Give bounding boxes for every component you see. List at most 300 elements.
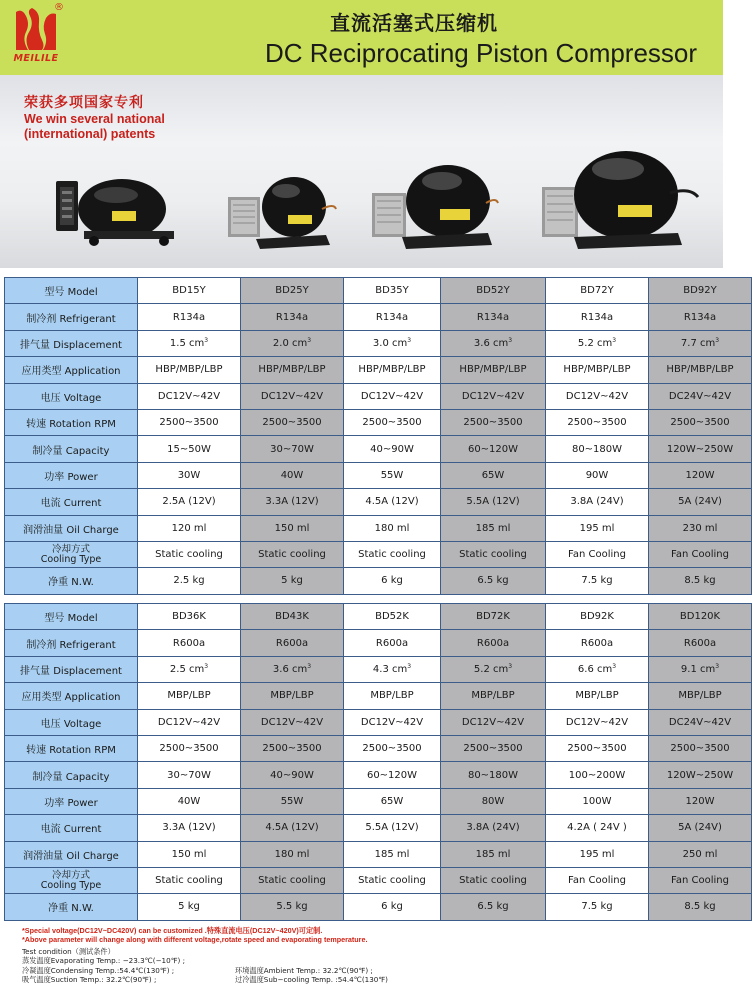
spec-value-text: Fan Cooling bbox=[671, 549, 729, 561]
spec-value bbox=[241, 357, 344, 383]
unit-superscript: 3 bbox=[508, 662, 513, 670]
model-name: BD43K bbox=[241, 604, 344, 630]
spec-value-text: 185 ml bbox=[475, 522, 511, 534]
spec-value-text: 5.2 cm bbox=[577, 337, 613, 349]
spec-value bbox=[344, 489, 441, 515]
spec-value bbox=[649, 709, 752, 735]
row-label: 润滑油量 Oil Charge bbox=[5, 515, 138, 541]
spec-value-text: 120 ml bbox=[171, 522, 207, 534]
spec-value-text: DC12V~42V bbox=[565, 716, 629, 728]
spec-value bbox=[649, 515, 752, 541]
spec-value bbox=[138, 409, 241, 435]
test-suction-value: 吸气温度Suction Temp.: 32.2℃(90℉) ; bbox=[22, 975, 157, 985]
spec-value-text: DC12V~42V bbox=[360, 716, 424, 728]
spec-value bbox=[241, 683, 344, 709]
row-label: 电流 Current bbox=[5, 489, 138, 515]
spec-value-text: 60~120W bbox=[366, 769, 418, 781]
model-name: BD72Y bbox=[546, 278, 649, 304]
row-label: 制冷量 Capacity bbox=[5, 436, 138, 462]
spec-value-text: DC12V~42V bbox=[461, 390, 525, 402]
spec-value-text: 40W bbox=[280, 469, 304, 481]
spec-value-text: R134a bbox=[476, 311, 510, 323]
spec-value bbox=[138, 894, 241, 920]
spec-value bbox=[441, 568, 546, 594]
spec-value-text: 120W~250W bbox=[666, 443, 734, 455]
spec-value bbox=[546, 867, 649, 893]
unit-superscript: 3 bbox=[612, 662, 617, 670]
row-label: 电压 Voltage bbox=[5, 383, 138, 409]
spec-value-text: 4.3 cm bbox=[372, 663, 408, 675]
spec-value bbox=[546, 788, 649, 814]
row-label: 功率 Power bbox=[5, 462, 138, 488]
spec-value bbox=[649, 683, 752, 709]
compressor-image-bd35y bbox=[370, 159, 500, 255]
page-title-cn: 直流活塞式压缩机 bbox=[330, 11, 498, 35]
spec-value bbox=[441, 304, 546, 330]
row-label: 转速 Rotation RPM bbox=[5, 735, 138, 761]
row-label: 应用类型 Application bbox=[5, 683, 138, 709]
spec-value bbox=[344, 841, 441, 867]
spec-value bbox=[344, 568, 441, 594]
spec-value bbox=[138, 489, 241, 515]
test-evaporating: 蒸发温度Evaporating Temp.: −23.3℃(−10℉) ; bbox=[22, 956, 186, 966]
spec-value bbox=[649, 815, 752, 841]
unit-superscript: 3 bbox=[407, 662, 412, 670]
patent-en-line1: We win several national bbox=[24, 112, 165, 126]
spec-value-text: R600a bbox=[683, 637, 717, 649]
spec-value-text: HBP/MBP/LBP bbox=[563, 364, 631, 376]
spec-value bbox=[649, 541, 752, 567]
spec-value-text: DC12V~42V bbox=[157, 390, 221, 402]
spec-value bbox=[138, 462, 241, 488]
spec-value-text: 3.6 cm bbox=[272, 663, 308, 675]
spec-value bbox=[546, 383, 649, 409]
spec-value bbox=[546, 841, 649, 867]
spec-value-text: 5 kg bbox=[178, 901, 200, 913]
note-special-voltage: *Special voltage(DC12V~DC420V) can be customized .特殊直流电压(DC12V~420V)可定制. bbox=[22, 926, 323, 935]
spec-value bbox=[138, 436, 241, 462]
spec-value bbox=[441, 735, 546, 761]
spec-table-r134a bbox=[4, 277, 752, 595]
spec-value bbox=[344, 656, 441, 682]
spec-value bbox=[344, 462, 441, 488]
spec-value bbox=[649, 656, 752, 682]
spec-value bbox=[344, 515, 441, 541]
spec-value-text: 2500~3500 bbox=[362, 743, 422, 755]
product-photo-band bbox=[0, 75, 723, 268]
row-label: 型号 Model bbox=[5, 604, 138, 630]
spec-value-text: 2.5 cm bbox=[169, 663, 205, 675]
header-banner bbox=[0, 0, 723, 75]
spec-value-text: 195 ml bbox=[579, 848, 615, 860]
model-name: BD72K bbox=[441, 604, 546, 630]
unit-superscript: 3 bbox=[612, 336, 617, 344]
row-label: 应用类型 Application bbox=[5, 357, 138, 383]
spec-value bbox=[138, 330, 241, 356]
spec-value-text: 55W bbox=[280, 795, 304, 807]
spec-value-text: HBP/MBP/LBP bbox=[155, 364, 223, 376]
spec-value bbox=[546, 330, 649, 356]
spec-value-text: 9.1 cm bbox=[680, 663, 716, 675]
spec-row bbox=[5, 735, 752, 761]
spec-value bbox=[344, 541, 441, 567]
spec-value bbox=[546, 630, 649, 656]
spec-value-text: 7.7 cm bbox=[680, 337, 716, 349]
spec-row bbox=[5, 541, 752, 567]
spec-value bbox=[649, 630, 752, 656]
spec-value-text: R600a bbox=[375, 637, 409, 649]
spec-value-text: 90W bbox=[585, 469, 609, 481]
spec-value-text: 4.5A (12V) bbox=[265, 822, 319, 834]
spec-value-text: 3.6 cm bbox=[473, 337, 509, 349]
spec-value bbox=[344, 683, 441, 709]
spec-value bbox=[344, 304, 441, 330]
spec-value bbox=[241, 304, 344, 330]
spec-value-text: 2500~3500 bbox=[362, 417, 422, 429]
spec-value-text: 5.2 cm bbox=[473, 663, 509, 675]
spec-value bbox=[344, 409, 441, 435]
test-condensing bbox=[22, 965, 373, 975]
spec-row bbox=[5, 762, 752, 788]
spec-value-text: DC12V~42V bbox=[260, 390, 324, 402]
spec-value bbox=[649, 489, 752, 515]
test-title: Test condition（测试条件） bbox=[22, 947, 115, 956]
spec-value bbox=[546, 894, 649, 920]
spec-value bbox=[649, 357, 752, 383]
spec-value-text: 100W bbox=[582, 795, 612, 807]
spec-value bbox=[241, 709, 344, 735]
spec-value-text: MBP/LBP bbox=[471, 690, 515, 702]
model-name: BD92Y bbox=[649, 278, 752, 304]
spec-value-text: R600a bbox=[275, 637, 309, 649]
spec-value bbox=[441, 357, 546, 383]
spec-value bbox=[344, 357, 441, 383]
row-label bbox=[5, 541, 138, 567]
brand-logo bbox=[2, 2, 70, 68]
spec-value-text: 40~90W bbox=[270, 769, 314, 781]
unit-superscript: 3 bbox=[407, 336, 412, 344]
spec-value bbox=[241, 489, 344, 515]
spec-value bbox=[344, 330, 441, 356]
spec-value bbox=[138, 867, 241, 893]
row-label: 功率 Power bbox=[5, 788, 138, 814]
spec-value bbox=[546, 436, 649, 462]
row-label bbox=[5, 867, 138, 893]
spec-value bbox=[441, 788, 546, 814]
spec-value bbox=[241, 436, 344, 462]
spec-value bbox=[441, 330, 546, 356]
spec-value-text: 40W bbox=[177, 795, 201, 807]
unit-superscript: 3 bbox=[307, 336, 312, 344]
spec-value bbox=[138, 683, 241, 709]
row-label-cn: 冷却方式 bbox=[51, 543, 90, 555]
spec-value-text: Static cooling bbox=[459, 549, 527, 561]
spec-value-text: 3.3A (12V) bbox=[162, 822, 216, 834]
spec-value-text: DC12V~42V bbox=[360, 390, 424, 402]
spec-value bbox=[241, 630, 344, 656]
spec-value bbox=[441, 656, 546, 682]
spec-value-text: 120W bbox=[685, 469, 715, 481]
spec-value-text: 4.2A ( 24V ) bbox=[567, 822, 627, 834]
row-label-en: Cooling Type bbox=[40, 879, 102, 891]
spec-value bbox=[649, 762, 752, 788]
spec-value-text: 2.5A (12V) bbox=[162, 496, 216, 508]
spec-value-text: R134a bbox=[683, 311, 717, 323]
spec-value-text: 2.5 kg bbox=[173, 575, 205, 587]
spec-row bbox=[5, 330, 752, 356]
spec-row bbox=[5, 709, 752, 735]
unit-superscript: 3 bbox=[715, 662, 720, 670]
spec-value bbox=[241, 867, 344, 893]
spec-row bbox=[5, 788, 752, 814]
spec-value-text: Static cooling bbox=[358, 549, 426, 561]
spec-value-text: MBP/LBP bbox=[167, 690, 211, 702]
spec-value bbox=[138, 656, 241, 682]
spec-value bbox=[138, 841, 241, 867]
spec-value bbox=[546, 815, 649, 841]
row-label: 净重 N.W. bbox=[5, 568, 138, 594]
test-ambient: 环境温度Ambient Temp.: 32.2℃(90℉) ; bbox=[235, 965, 373, 975]
spec-value-text: R134a bbox=[172, 311, 206, 323]
spec-value-text: 8.5 kg bbox=[684, 901, 716, 913]
spec-value bbox=[241, 656, 344, 682]
spec-value-text: 100~200W bbox=[568, 769, 626, 781]
spec-value-text: 15~50W bbox=[167, 443, 211, 455]
row-label: 制冷剂 Refrigerant bbox=[5, 304, 138, 330]
spec-value bbox=[344, 788, 441, 814]
spec-value bbox=[649, 304, 752, 330]
spec-value bbox=[138, 304, 241, 330]
patent-notice bbox=[24, 92, 165, 142]
spec-value bbox=[241, 383, 344, 409]
spec-value bbox=[441, 841, 546, 867]
spec-value bbox=[546, 515, 649, 541]
spec-value-text: 185 ml bbox=[374, 848, 410, 860]
spec-value-text: 80~180W bbox=[571, 443, 623, 455]
logo-mark-icon bbox=[12, 6, 58, 52]
spec-value-text: 150 ml bbox=[274, 522, 310, 534]
spec-value-text: 8.5 kg bbox=[684, 575, 716, 587]
spec-row bbox=[5, 683, 752, 709]
spec-row bbox=[5, 867, 752, 893]
spec-value-text: Fan Cooling bbox=[568, 549, 626, 561]
spec-row bbox=[5, 841, 752, 867]
spec-value bbox=[344, 630, 441, 656]
compressor-image-bd52y bbox=[540, 147, 700, 257]
spec-value-text: 80W bbox=[481, 795, 505, 807]
spec-value bbox=[649, 894, 752, 920]
spec-value-text: HBP/MBP/LBP bbox=[358, 364, 426, 376]
unit-superscript: 3 bbox=[715, 336, 720, 344]
spec-value bbox=[138, 568, 241, 594]
spec-value-text: Static cooling bbox=[258, 549, 326, 561]
spec-value-text: 6.6 cm bbox=[577, 663, 613, 675]
spec-value bbox=[241, 462, 344, 488]
spec-value-text: 2500~3500 bbox=[262, 743, 322, 755]
row-label: 润滑油量 Oil Charge bbox=[5, 841, 138, 867]
patent-cn: 荣获多项国家专利 bbox=[24, 95, 144, 111]
spec-value bbox=[546, 462, 649, 488]
spec-value bbox=[441, 709, 546, 735]
model-name: BD52K bbox=[344, 604, 441, 630]
unit-superscript: 3 bbox=[204, 336, 209, 344]
spec-value bbox=[649, 436, 752, 462]
spec-value bbox=[344, 815, 441, 841]
spec-value-text: 3.0 cm bbox=[372, 337, 408, 349]
spec-value-text: 3.8A (24V) bbox=[570, 496, 624, 508]
spec-value-text: 2500~3500 bbox=[159, 743, 219, 755]
spec-value-text: 30~70W bbox=[167, 769, 211, 781]
spec-value-text: 5A (24V) bbox=[678, 496, 722, 508]
spec-value bbox=[441, 462, 546, 488]
spec-value bbox=[241, 541, 344, 567]
spec-value-text: 6 kg bbox=[381, 575, 403, 587]
spec-value-text: R600a bbox=[476, 637, 510, 649]
spec-table-r600a bbox=[4, 603, 752, 921]
spec-value bbox=[546, 709, 649, 735]
spec-value bbox=[649, 735, 752, 761]
spec-value bbox=[546, 409, 649, 435]
spec-value-text: 5.5 kg bbox=[276, 901, 308, 913]
spec-value bbox=[546, 304, 649, 330]
model-name: BD35Y bbox=[344, 278, 441, 304]
spec-value bbox=[546, 357, 649, 383]
spec-value-text: 120W~250W bbox=[666, 769, 734, 781]
registered-mark: ® bbox=[54, 2, 64, 13]
unit-superscript: 3 bbox=[204, 662, 209, 670]
spec-value bbox=[344, 867, 441, 893]
spec-value-text: 7.5 kg bbox=[581, 575, 613, 587]
spec-value-text: 180 ml bbox=[374, 522, 410, 534]
spec-value bbox=[546, 568, 649, 594]
compressor-image-bd15y bbox=[54, 173, 184, 247]
spec-value bbox=[344, 383, 441, 409]
spec-value-text: DC12V~42V bbox=[461, 716, 525, 728]
spec-value-text: 6.5 kg bbox=[477, 575, 509, 587]
spec-value-text: R134a bbox=[275, 311, 309, 323]
spec-value-text: 7.5 kg bbox=[581, 901, 613, 913]
spec-value bbox=[649, 409, 752, 435]
spec-value-text: 40~90W bbox=[370, 443, 414, 455]
spec-value-text: 2500~3500 bbox=[670, 417, 730, 429]
spec-value-text: 195 ml bbox=[579, 522, 615, 534]
spec-value bbox=[546, 762, 649, 788]
spec-value bbox=[241, 568, 344, 594]
spec-row bbox=[5, 515, 752, 541]
spec-row bbox=[5, 656, 752, 682]
spec-value bbox=[241, 788, 344, 814]
spec-value bbox=[138, 515, 241, 541]
spec-value bbox=[546, 656, 649, 682]
spec-value-text: HBP/MBP/LBP bbox=[258, 364, 326, 376]
spec-value-text: R600a bbox=[172, 637, 206, 649]
spec-value-text: 2500~3500 bbox=[463, 743, 523, 755]
spec-value bbox=[344, 894, 441, 920]
spec-value-text: MBP/LBP bbox=[270, 690, 314, 702]
spec-value bbox=[649, 788, 752, 814]
notes bbox=[22, 926, 367, 944]
spec-value bbox=[344, 709, 441, 735]
spec-value bbox=[649, 568, 752, 594]
spec-value bbox=[241, 515, 344, 541]
spec-value-text: 5.5A (12V) bbox=[466, 496, 520, 508]
spec-value-text: 2500~3500 bbox=[670, 743, 730, 755]
spec-value-text: 150 ml bbox=[171, 848, 207, 860]
spec-value bbox=[138, 815, 241, 841]
spec-value-text: 30W bbox=[177, 469, 201, 481]
spec-value-text: R134a bbox=[580, 311, 614, 323]
spec-value bbox=[546, 735, 649, 761]
spec-value bbox=[649, 383, 752, 409]
spec-value-text: 230 ml bbox=[682, 522, 718, 534]
row-label: 型号 Model bbox=[5, 278, 138, 304]
spec-value-text: DC24V~42V bbox=[668, 716, 732, 728]
spec-value bbox=[441, 541, 546, 567]
unit-superscript: 3 bbox=[307, 662, 312, 670]
spec-value-text: 30~70W bbox=[270, 443, 314, 455]
test-subcooling: 过冷温度Sub−cooling Temp. :54.4℃(130℉) bbox=[235, 975, 388, 985]
spec-value-text: R600a bbox=[580, 637, 614, 649]
spec-value bbox=[241, 735, 344, 761]
spec-row bbox=[5, 489, 752, 515]
patent-en-line2: (international) patents bbox=[24, 127, 156, 141]
compressor-image-bd25y bbox=[226, 169, 338, 255]
spec-value-text: 5.5A (12V) bbox=[365, 822, 419, 834]
spec-value bbox=[441, 436, 546, 462]
model-name: BD25Y bbox=[241, 278, 344, 304]
test-suction bbox=[22, 975, 388, 985]
spec-value bbox=[344, 436, 441, 462]
spec-value-text: 65W bbox=[380, 795, 404, 807]
test-conditions bbox=[22, 947, 388, 985]
spec-row bbox=[5, 568, 752, 594]
spec-value-text: 250 ml bbox=[682, 848, 718, 860]
model-name: BD15Y bbox=[138, 278, 241, 304]
spec-value-text: 6.5 kg bbox=[477, 901, 509, 913]
spec-value bbox=[138, 762, 241, 788]
model-row bbox=[5, 604, 752, 630]
spec-value bbox=[441, 489, 546, 515]
row-label-cn: 冷却方式 bbox=[51, 869, 90, 881]
spec-value bbox=[649, 462, 752, 488]
spec-value-text: Static cooling bbox=[358, 875, 426, 887]
row-label: 制冷剂 Refrigerant bbox=[5, 630, 138, 656]
brand-name: MEILILE bbox=[13, 53, 59, 64]
spec-value bbox=[649, 330, 752, 356]
spec-value-text: 2500~3500 bbox=[159, 417, 219, 429]
spec-value-text: Static cooling bbox=[258, 875, 326, 887]
row-label: 电压 Voltage bbox=[5, 709, 138, 735]
spec-value-text: MBP/LBP bbox=[575, 690, 619, 702]
spec-row bbox=[5, 462, 752, 488]
spec-value-text: 2500~3500 bbox=[463, 417, 523, 429]
spec-value-text: 180 ml bbox=[274, 848, 310, 860]
spec-value bbox=[441, 683, 546, 709]
spec-value-text: 5 kg bbox=[281, 575, 303, 587]
spec-value bbox=[546, 541, 649, 567]
spec-value-text: Fan Cooling bbox=[568, 875, 626, 887]
spec-value-text: 5A (24V) bbox=[678, 822, 722, 834]
spec-value bbox=[344, 735, 441, 761]
spec-value-text: HBP/MBP/LBP bbox=[459, 364, 527, 376]
spec-value-text: Static cooling bbox=[459, 875, 527, 887]
spec-value-text: R134a bbox=[375, 311, 409, 323]
spec-value bbox=[241, 894, 344, 920]
spec-value-text: 80~180W bbox=[467, 769, 519, 781]
spec-value bbox=[441, 815, 546, 841]
spec-value-text: DC12V~42V bbox=[565, 390, 629, 402]
spec-value-text: DC12V~42V bbox=[157, 716, 221, 728]
